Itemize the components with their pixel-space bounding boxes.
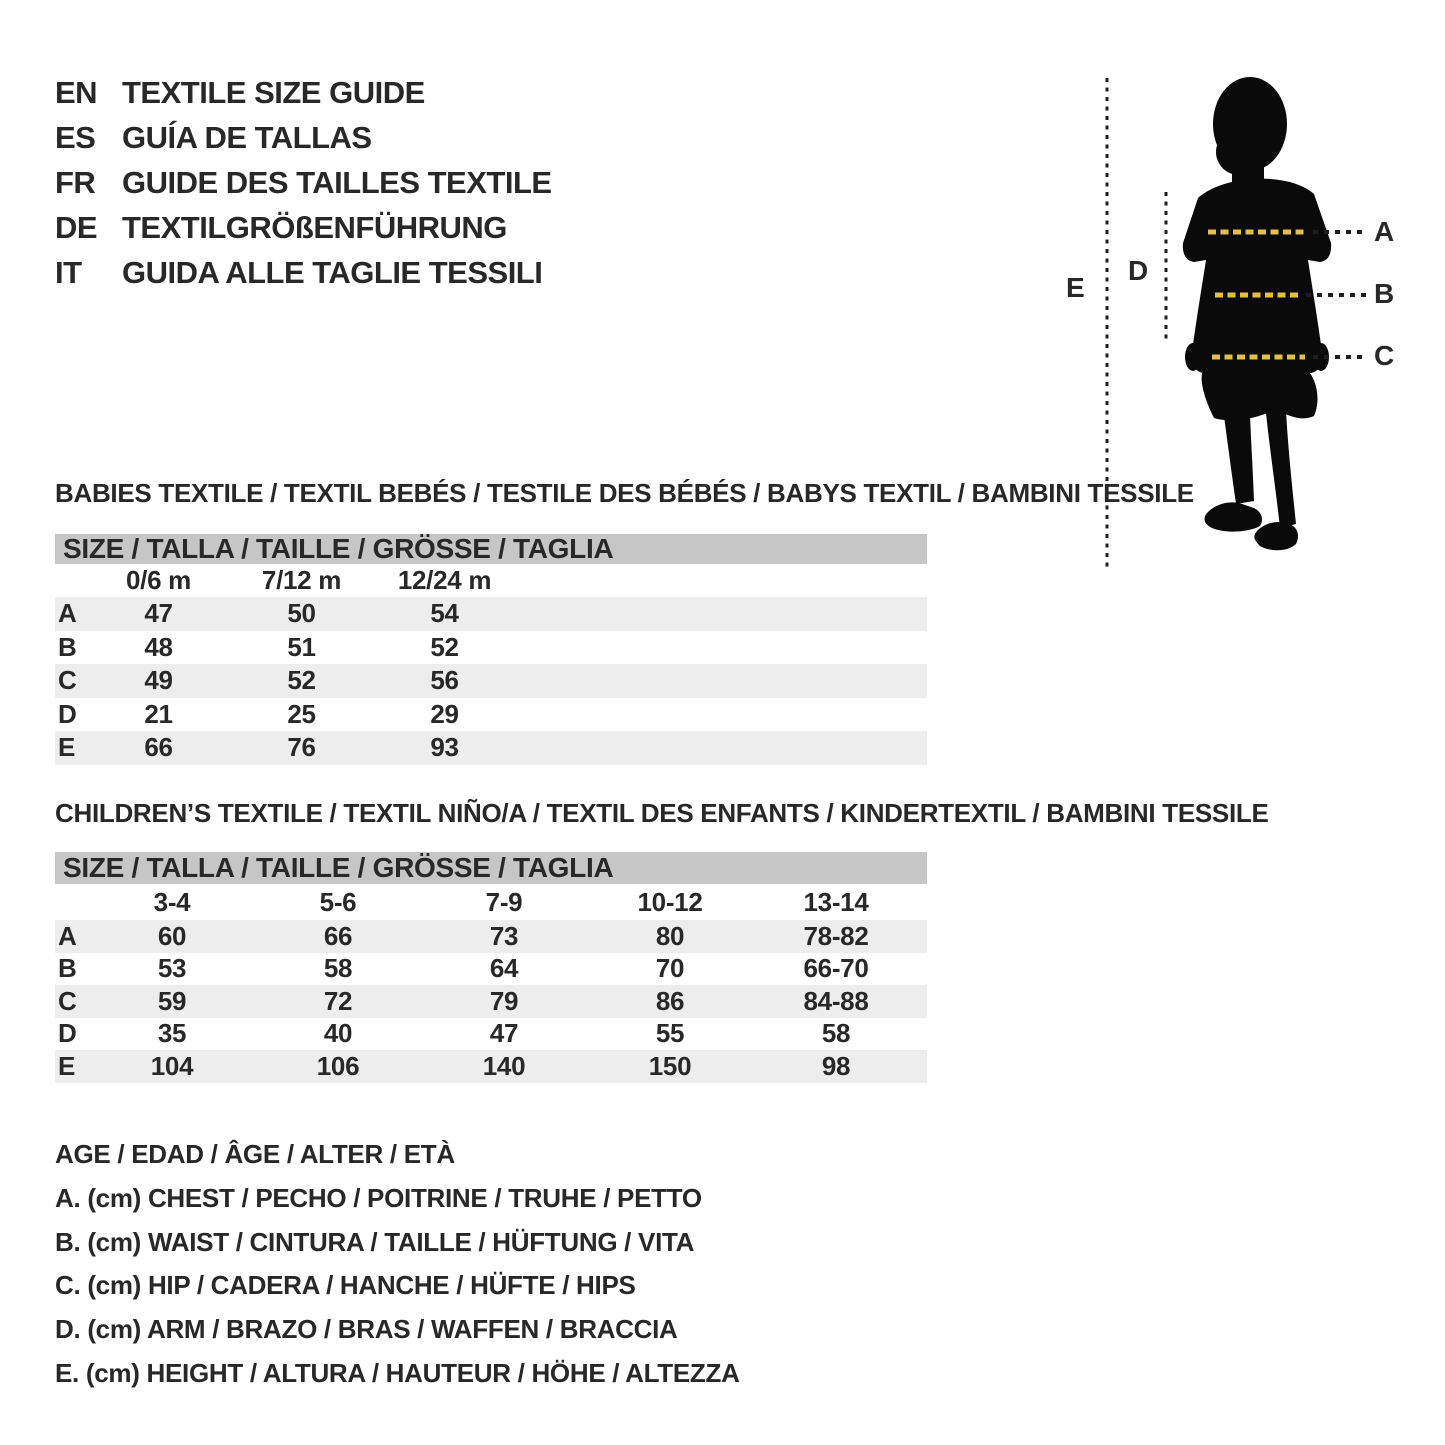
measurement-legend — [55, 1133, 855, 1395]
table-cell: 13-14 — [803, 886, 869, 917]
table-row — [55, 920, 927, 953]
guide-title: TEXTILGRÖßENFÜHRUNG — [122, 209, 507, 245]
table-cell: 73 — [489, 920, 519, 951]
figure-label-a: A — [1374, 216, 1394, 247]
table-cell: 93 — [430, 732, 459, 763]
babies-section-title: BABIES TEXTILE / TEXTIL BEBÉS / TESTILE DES BÉBÉS / BABYS TEXTIL / BAMBINI TESSILE — [55, 478, 1194, 508]
table-row — [55, 664, 927, 698]
language-code: EN — [55, 74, 98, 110]
guide-title: GUIDA ALLE TAGLIE TESSILI — [122, 254, 543, 290]
table-cell: 7-9 — [485, 886, 523, 917]
table-cell: 7/12 m — [261, 565, 342, 595]
table-cell: 0/6 m — [126, 565, 191, 595]
table-row — [55, 597, 927, 631]
table-cell: 59 — [157, 985, 187, 1016]
table-cell: D — [58, 1018, 77, 1049]
table-cell: 47 — [144, 598, 173, 629]
legend-line-hip: C. (cm) HIP / CADERA / HANCHE / HÜFTE / HIPS — [55, 1270, 636, 1301]
table-cell: 64 — [489, 953, 519, 984]
table-cell: 150 — [648, 1050, 692, 1081]
table-row — [55, 731, 927, 765]
figure-label-c: C — [1374, 340, 1394, 371]
silhouette-back-shoe — [1254, 522, 1298, 550]
guide-title: GUIDE DES TAILLES TEXTILE — [122, 164, 552, 200]
table-cell: 140 — [482, 1050, 526, 1081]
table-cell: 52 — [287, 665, 316, 696]
language-row — [55, 115, 675, 160]
legend-line-height: E. (cm) HEIGHT / ALTURA / HAUTEUR / HÖHE / ALTEZZA — [55, 1357, 740, 1388]
table-cell: C — [58, 665, 77, 696]
children-size-table — [55, 852, 927, 1083]
table-cell: 50 — [287, 598, 316, 629]
table-cell: 10-12 — [637, 886, 703, 917]
size-header-bar: SIZE / TALLA / TAILLE / GRÖSSE / TAGLIA — [55, 534, 927, 564]
language-title-block — [55, 70, 675, 295]
table-cell: 54 — [430, 598, 459, 629]
table-row — [55, 631, 927, 665]
table-cell: A — [58, 598, 77, 629]
table-cell: 66-70 — [803, 953, 869, 984]
table-cell: 21 — [144, 698, 173, 729]
children-table-body — [55, 884, 927, 1083]
table-cell: 52 — [430, 631, 459, 662]
table-cell: B — [58, 631, 77, 662]
table-row — [55, 953, 927, 986]
legend-line-chest: A. (cm) CHEST / PECHO / POITRINE / TRUHE / PETTO — [55, 1183, 702, 1214]
legend-line-arm: D. (cm) ARM / BRAZO / BRAS / WAFFEN / BRACCIA — [55, 1314, 678, 1345]
table-cell: 76 — [287, 732, 316, 763]
figure-label-b: B — [1374, 278, 1394, 309]
table-cell: 106 — [316, 1050, 360, 1081]
table-cell: 70 — [655, 953, 685, 984]
guide-title: TEXTILE SIZE GUIDE — [122, 74, 425, 110]
child-silhouette — [1183, 77, 1331, 550]
table-cell: 56 — [430, 665, 459, 696]
table-cell: 5-6 — [319, 886, 357, 917]
table-cell: 66 — [323, 920, 353, 951]
table-cell: 84-88 — [803, 985, 869, 1016]
children-section-title: CHILDREN’S TEXTILE / TEXTIL NIÑO/A / TEXTIL DES ENFANTS / KINDERTEXTIL / BAMBINI TESSILE — [55, 798, 1269, 828]
table-cell: 58 — [323, 953, 353, 984]
silhouette-torso — [1183, 179, 1331, 373]
table-cell: E — [58, 732, 76, 763]
table-cell: 49 — [144, 665, 173, 696]
table-cell: 79 — [489, 985, 519, 1016]
table-cell: C — [58, 985, 77, 1016]
table-cell: 12/24 m — [397, 565, 492, 595]
language-row — [55, 250, 675, 295]
language-code: ES — [55, 119, 96, 155]
table-cell: 86 — [655, 985, 685, 1016]
table-cell: B — [58, 953, 77, 984]
table-cell: 60 — [157, 920, 187, 951]
table-column-header-row — [55, 884, 927, 920]
table-cell: 53 — [157, 953, 187, 984]
table-cell: 25 — [287, 698, 316, 729]
measurement-figure — [1060, 60, 1445, 600]
table-cell: 3-4 — [153, 886, 191, 917]
table-cell: 55 — [655, 1018, 685, 1049]
table-cell: 48 — [144, 631, 173, 662]
table-cell: 72 — [323, 985, 353, 1016]
guide-title: GUÍA DE TALLAS — [122, 119, 372, 155]
language-row — [55, 205, 675, 250]
legend-line-age: AGE / EDAD / ÂGE / ALTER / ETÀ — [55, 1139, 455, 1170]
table-cell: 66 — [144, 732, 173, 763]
table-cell: 98 — [821, 1050, 851, 1081]
table-row — [55, 1050, 927, 1083]
figure-label-d: D — [1128, 255, 1148, 286]
language-code: FR — [55, 164, 96, 200]
table-cell: 104 — [150, 1050, 194, 1081]
silhouette-front-leg — [1224, 414, 1254, 504]
table-row — [55, 1018, 927, 1051]
language-row — [55, 160, 675, 205]
language-row — [55, 70, 675, 115]
table-cell: 47 — [489, 1018, 519, 1049]
silhouette-left-hand — [1185, 343, 1201, 371]
table-row — [55, 985, 927, 1018]
babies-table-body — [55, 564, 927, 765]
silhouette-shorts — [1202, 373, 1318, 420]
figure-label-e: E — [1066, 272, 1085, 303]
table-cell: 40 — [323, 1018, 353, 1049]
babies-size-table — [55, 534, 927, 765]
table-cell: 58 — [821, 1018, 851, 1049]
table-cell: 80 — [655, 920, 685, 951]
table-column-header-row — [55, 564, 927, 597]
table-cell: A — [58, 920, 77, 951]
silhouette-front-shoe — [1205, 502, 1262, 531]
size-header-bar: SIZE / TALLA / TAILLE / GRÖSSE / TAGLIA — [55, 852, 927, 884]
table-cell: 35 — [157, 1018, 187, 1049]
legend-line-waist: B. (cm) WAIST / CINTURA / TAILLE / HÜFTUNG / VITA — [55, 1226, 695, 1257]
table-cell: 51 — [287, 631, 316, 662]
table-cell: D — [58, 698, 77, 729]
silhouette-back-leg — [1266, 410, 1296, 528]
table-row — [55, 698, 927, 732]
table-cell: 78-82 — [803, 920, 869, 951]
table-cell: E — [58, 1050, 76, 1081]
language-code: DE — [55, 209, 98, 245]
table-cell: 29 — [430, 698, 459, 729]
language-code: IT — [55, 254, 82, 290]
